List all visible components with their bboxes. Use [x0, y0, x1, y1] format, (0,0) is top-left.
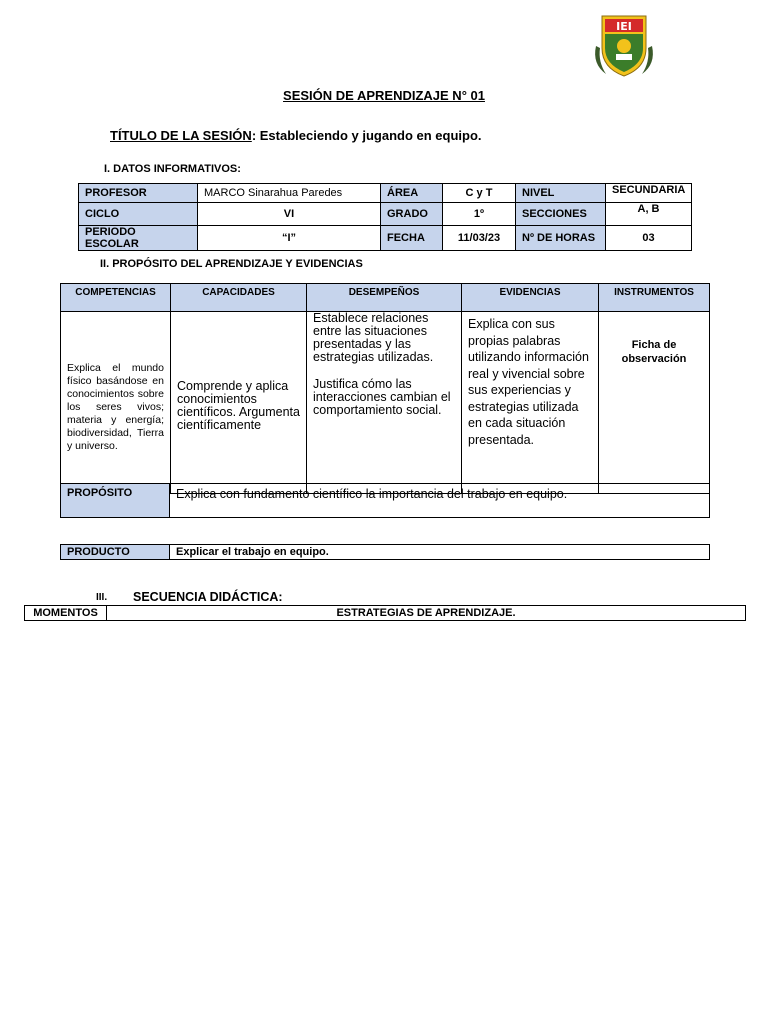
grado-value: 1º	[443, 203, 516, 226]
instrumentos-header: INSTRUMENTOS	[599, 284, 710, 312]
info-table	[78, 183, 692, 251]
ciclo-label: CICLO	[79, 203, 198, 226]
desempenos-header: DESEMPEÑOS	[307, 284, 462, 312]
fecha-value: 11/03/23	[443, 226, 516, 251]
section-2-heading: II. PROPÓSITO DEL APRENDIZAJE Y EVIDENCIAS	[100, 258, 363, 270]
capacidades-header: CAPACIDADES	[171, 284, 307, 312]
area-value: C y T	[443, 184, 516, 203]
table-row	[61, 484, 710, 518]
proposito-label: PROPÓSITO	[61, 484, 170, 518]
table-row	[79, 226, 692, 251]
school-crest-logo	[588, 12, 660, 78]
momentos-header: MOMENTOS	[25, 606, 107, 621]
area-label: ÁREA	[381, 184, 443, 203]
producto-table	[60, 544, 710, 560]
grado-label: GRADO	[381, 203, 443, 226]
instrumento-cell: Ficha de observación	[599, 312, 710, 494]
purpose-evidence-table	[60, 283, 710, 494]
proposito-table	[60, 483, 710, 518]
svg-text:IEI: IEI	[616, 20, 632, 33]
table-row	[61, 545, 710, 560]
section-3-heading: SECUENCIA DIDÁCTICA:	[133, 590, 283, 604]
page-title: SESIÓN DE APRENDIZAJE N° 01	[283, 88, 485, 103]
horas-label: Nº DE HORAS	[516, 226, 606, 251]
producto-label: PRODUCTO	[61, 545, 170, 560]
section-1-heading: I. DATOS INFORMATIVOS:	[104, 163, 241, 175]
section-3-number: III.	[96, 592, 108, 603]
evidencias-header: EVIDENCIAS	[462, 284, 599, 312]
session-title-value: : Estableciendo y jugando en equipo.	[251, 128, 482, 143]
secciones-value: A, B	[606, 203, 692, 226]
profesor-label: PROFESOR	[79, 184, 198, 203]
momentos-table	[24, 605, 746, 621]
desempeno-cell	[307, 312, 462, 494]
periodo-value: “I”	[198, 226, 381, 251]
secciones-label: SECCIONES	[516, 203, 606, 226]
evidencia-cell: Explica con sus propias palabras utilizando información real y vivencial sobre sus experiencias y estrategias utilizada en cada situación presentada.	[462, 312, 599, 494]
nivel-value: SECUNDARIA	[606, 184, 692, 203]
table-row	[61, 284, 710, 312]
producto-value: Explicar el trabajo en equipo.	[170, 545, 710, 560]
fecha-label: FECHA	[381, 226, 443, 251]
table-row	[79, 203, 692, 226]
session-title-label: TÍTULO DE LA SESIÓN	[110, 128, 252, 143]
desempeno-1: Establece relaciones entre las situaciones presentadas y las estrategias utilizadas.	[313, 311, 434, 364]
competencia-cell: Explica el mundo físico basándose en conocimientos sobre los seres vivos; materia y energía; biodiversidad, Tierra y universo.	[61, 312, 171, 494]
profesor-value: MARCO Sinarahua Paredes	[198, 184, 381, 203]
table-row	[79, 184, 692, 203]
table-row	[25, 606, 746, 621]
competencias-header: COMPETENCIAS	[61, 284, 171, 312]
estrategias-header: ESTRATEGIAS DE APRENDIZAJE.	[107, 606, 746, 621]
session-title	[110, 128, 482, 143]
table-row	[61, 312, 710, 494]
proposito-value: Explica con fundamento científico la importancia del trabajo en equipo.	[170, 484, 710, 518]
nivel-label: NIVEL	[516, 184, 606, 203]
horas-value: 03	[606, 226, 692, 251]
desempeno-2: Justifica cómo las interacciones cambian el comportamiento social.	[313, 377, 451, 417]
capacidad-cell: Comprende y aplica conocimientos científicos. Argumenta científicamente	[171, 312, 307, 494]
ciclo-value: VI	[198, 203, 381, 226]
periodo-label: PERIODO ESCOLAR	[79, 226, 198, 251]
